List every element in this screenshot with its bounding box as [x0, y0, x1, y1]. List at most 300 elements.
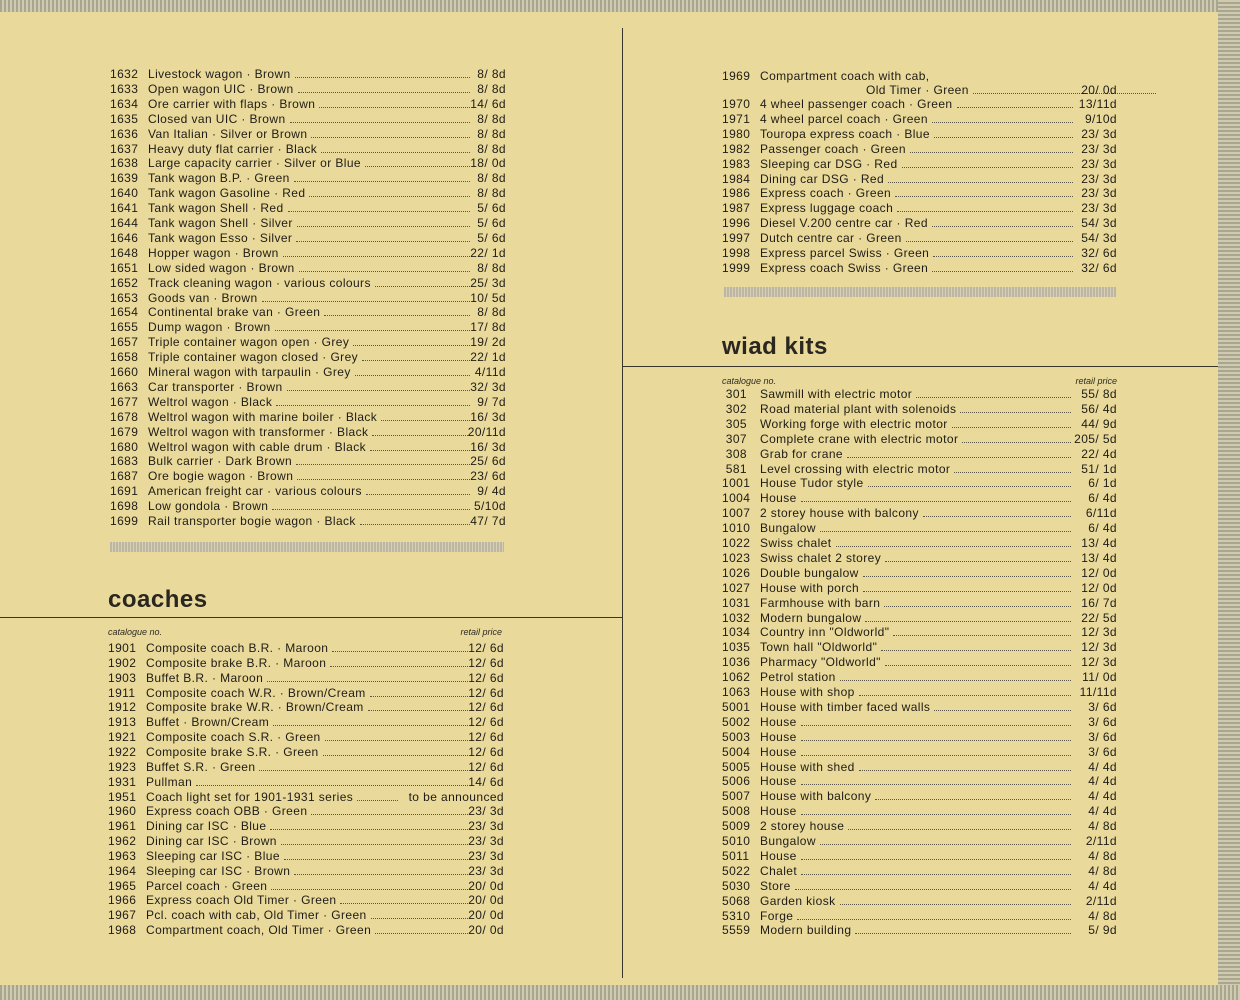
list-item [108, 804, 504, 819]
dot-leader [801, 784, 1071, 785]
list-item [722, 879, 1117, 894]
item-price: 4/ 8d [1088, 848, 1117, 863]
dot-leader [960, 412, 1071, 413]
dot-leader [932, 226, 1073, 227]
catalogue-number: 1983 [722, 156, 751, 171]
dot-leader [371, 918, 468, 919]
item-description: American freight car · various colours [148, 484, 362, 499]
item-price: 14/ 6d [468, 774, 504, 789]
dot-leader [952, 427, 1071, 428]
catalogue-number: 1969 [722, 69, 751, 83]
dot-leader [933, 256, 1073, 257]
item-price: 23/ 3d [468, 834, 504, 849]
list-item [110, 425, 506, 440]
item-price: 4/11d [474, 365, 506, 379]
list-item [722, 700, 1117, 715]
catalogue-number: 1911 [108, 685, 136, 700]
list-item [722, 715, 1117, 730]
item-price: 3/ 6d [1088, 729, 1117, 744]
catalogue-number: 1691 [110, 484, 139, 499]
item-description: Goods van · Brown [148, 290, 258, 305]
dot-leader [297, 479, 470, 480]
item-description: Bulk carrier · Dark Brown [148, 454, 293, 469]
coaches-rule [0, 617, 622, 618]
catalogue-number: 1987 [722, 201, 751, 216]
catalogue-number: 1902 [108, 655, 137, 670]
dot-leader [840, 680, 1071, 681]
dot-leader [340, 903, 468, 904]
item-price: 11/ 0d [1082, 670, 1117, 685]
item-price: 20/11d [467, 424, 506, 439]
item-description: Track cleaning wagon · various colours [148, 275, 371, 290]
catalogue-number: 1970 [722, 97, 751, 111]
item-description: Express parcel Swiss · Green [760, 246, 930, 260]
list-item [110, 201, 506, 216]
list-item [110, 142, 506, 157]
kits-price-header: retail price [1075, 376, 1117, 386]
item-description: Mineral wagon with tarpaulin · Grey [148, 365, 351, 379]
list-item [110, 365, 506, 380]
coaches-price-header: retail price [460, 627, 502, 637]
dot-leader [840, 904, 1072, 905]
list-item [722, 730, 1117, 745]
coaches-heading: coaches [108, 586, 208, 613]
item-description: Bungalow [760, 834, 816, 848]
dot-leader [868, 486, 1071, 487]
catalogue-number: 5009 [722, 819, 751, 834]
catalogue-number: 1963 [108, 848, 137, 863]
item-description: Buffet B.R. · Maroon [146, 670, 264, 685]
dot-leader [957, 107, 1073, 108]
catalogue-number: 1036 [722, 655, 751, 670]
dot-leader [366, 494, 470, 495]
item-price: 3/ 6d [1088, 699, 1117, 714]
list-item [110, 454, 506, 469]
dot-leader [283, 256, 470, 257]
item-description: Forge [760, 908, 794, 923]
item-description: House with shop [760, 685, 855, 699]
item-description: Composite coach B.R. · Maroon [146, 641, 329, 655]
item-description: Weltrol wagon · Black [148, 394, 273, 409]
catalogue-number: 301 [725, 387, 747, 401]
item-price: 23/ 3d [1081, 141, 1117, 156]
item-description: Pcl. coach with cab, Old Timer · Green [146, 908, 367, 923]
item-price: 56/ 4d [1081, 401, 1117, 416]
item-price: 20/ 0d [468, 908, 504, 923]
list-item [722, 246, 1117, 261]
item-price: 8/ 8d [477, 67, 506, 81]
item-description: Compartment coach with cab, [760, 69, 930, 83]
list-item [722, 447, 1117, 462]
item-price: 16/ 3d [470, 439, 506, 454]
item-description: Garden kiosk [760, 893, 836, 908]
item-price: 12/ 6d [468, 744, 504, 759]
catalogue-number: 1961 [108, 819, 137, 834]
catalogue-number: 1007 [722, 506, 751, 521]
catalogue-number: 1653 [110, 290, 139, 305]
list-item [722, 834, 1117, 849]
list-item [722, 172, 1117, 187]
dot-leader [801, 874, 1071, 875]
catalogue-number: 302 [725, 401, 747, 416]
item-price: 22/ 5d [1081, 610, 1117, 625]
list-item [110, 514, 506, 529]
list-item [722, 789, 1117, 804]
catalogue-number: 1657 [110, 335, 139, 350]
catalogue-number: 1646 [110, 230, 139, 245]
list-item [110, 246, 506, 261]
item-description: Heavy duty flat carrier · Black [148, 141, 318, 156]
list-item [722, 462, 1117, 477]
dot-leader [801, 501, 1071, 502]
item-price: 8/ 8d [477, 305, 506, 320]
catalogue-number: 1966 [108, 893, 137, 908]
item-price: 12/ 0d [1081, 565, 1117, 580]
catalogue-number: 1004 [722, 491, 751, 506]
catalogue-number: 1010 [722, 521, 751, 536]
dot-leader [297, 226, 470, 227]
dot-leader [323, 755, 468, 756]
item-price: 8/ 8d [477, 126, 506, 141]
catalogue-number: 1635 [110, 111, 139, 126]
dot-leader [884, 606, 1071, 607]
item-price: 12/ 3d [1081, 655, 1117, 670]
item-description: Road material plant with solenoids [760, 401, 957, 416]
item-price: 5/10d [473, 499, 506, 514]
item-price: 6/ 4d [1088, 491, 1117, 506]
item-description: House [760, 491, 797, 506]
page-edge-bottom [0, 985, 1240, 1000]
item-description: Old Timer · Green [866, 83, 969, 97]
item-price: 5/ 9d [1088, 923, 1117, 938]
item-description: House Tudor style [760, 476, 864, 491]
item-description: Store [760, 878, 791, 893]
catalogue-number: 1962 [108, 834, 137, 849]
item-description: House with balcony [760, 789, 872, 804]
item-price: 13/ 4d [1081, 536, 1117, 550]
dot-leader [934, 137, 1073, 138]
item-price: 11/11d [1079, 685, 1117, 699]
dot-leader [357, 800, 398, 801]
kits-heading: wiad kits [722, 333, 828, 360]
item-price: 12/ 3d [1081, 640, 1117, 655]
list-item [110, 276, 506, 291]
item-price: 16/ 7d [1081, 595, 1117, 610]
list-item [110, 335, 506, 350]
item-price: 47/ 7d [470, 514, 506, 528]
item-description: Tank wagon Shell · Red [148, 201, 284, 216]
item-description: Pharmacy "Oldworld" [760, 655, 881, 670]
list-item [108, 923, 504, 938]
catalogue-number: 581 [725, 461, 747, 476]
dot-leader [298, 92, 470, 93]
catalogue-number: 1032 [722, 610, 751, 625]
dot-leader [381, 420, 470, 421]
dot-leader [296, 464, 470, 465]
item-price: 23/ 6d [470, 469, 506, 484]
item-description: Sleeping car ISC · Brown [146, 863, 291, 878]
catalogue-number: 1651 [110, 260, 139, 275]
catalogue-number: 1698 [110, 499, 139, 514]
item-price: 12/ 6d [468, 670, 504, 685]
catalogue-number: 1663 [110, 379, 139, 394]
dot-leader [885, 665, 1071, 666]
catalogue-number: 1997 [722, 231, 751, 246]
list-item [110, 380, 506, 395]
catalogue-number: 1912 [108, 700, 137, 715]
catalogue-number: 1026 [722, 565, 751, 580]
dot-leader [299, 271, 470, 272]
item-price: 4/ 8d [1088, 908, 1117, 923]
item-price: 13/11d [1078, 97, 1117, 111]
item-price: 18/ 0d [470, 156, 506, 171]
dot-leader [290, 122, 470, 123]
dot-leader [855, 933, 1071, 934]
item-price: 22/ 1d [470, 245, 506, 260]
item-description: Town hall "Oldworld" [760, 640, 878, 655]
item-price: 51/ 1d [1081, 461, 1117, 476]
list-item [110, 410, 506, 425]
item-price: 23/ 3d [1081, 201, 1117, 216]
column-divider [622, 28, 623, 978]
list-item [110, 499, 506, 514]
list-item [722, 402, 1117, 417]
catalogue-number: 1921 [108, 730, 137, 745]
catalogue-number: 1903 [108, 670, 137, 685]
item-price: 23/ 3d [1081, 186, 1117, 201]
item-description: Chalet [760, 863, 798, 878]
item-description: Passenger coach · Green [760, 141, 906, 156]
item-price: 32/ 3d [470, 379, 506, 394]
list-item [722, 760, 1117, 775]
list-item [722, 745, 1117, 760]
dot-leader [262, 301, 470, 302]
catalogue-number: 1001 [722, 476, 751, 491]
list-item [110, 440, 506, 455]
catalogue-number: 5559 [722, 923, 751, 938]
list-item [110, 261, 506, 276]
item-description: Tank wagon Gasoline · Red [148, 186, 306, 201]
item-description: Large capacity carrier · Silver or Blue [148, 156, 362, 171]
item-description: Double bungalow [760, 565, 859, 580]
dot-leader [321, 152, 470, 153]
list-item [108, 641, 504, 656]
item-price: 54/ 3d [1081, 216, 1117, 231]
item-description: House [760, 744, 797, 759]
catalogue-number: 308 [725, 446, 747, 461]
dot-leader [820, 531, 1071, 532]
item-description: Buffet · Brown/Cream [146, 715, 270, 730]
dot-leader [801, 740, 1071, 741]
list-item [722, 83, 1117, 98]
list-item [108, 849, 504, 864]
list-item [108, 730, 504, 745]
list-item [722, 157, 1117, 172]
coaches-catalogue-header: catalogue no. [108, 627, 163, 637]
catalogue-number: 1641 [110, 201, 139, 216]
catalogue-number: 1031 [722, 595, 751, 610]
item-description: House with timber faced walls [760, 699, 931, 714]
list-item [110, 216, 506, 231]
item-price: 9/ 7d [477, 394, 506, 409]
dot-leader [916, 397, 1071, 398]
item-price: 12/ 6d [468, 641, 504, 655]
item-price: 5/ 6d [477, 230, 506, 245]
item-description: Low sided wagon · Brown [148, 260, 295, 275]
item-price: 12/ 6d [468, 730, 504, 745]
item-description: Composite coach S.R. · Green [146, 730, 321, 745]
item-description: Livestock wagon · Brown [148, 67, 291, 81]
list-item [108, 745, 504, 760]
item-description: Tank wagon B.P. · Green [148, 171, 290, 186]
item-description: Sleeping car ISC · Blue [146, 848, 280, 863]
list-item [722, 261, 1117, 276]
item-description: House [760, 774, 797, 789]
item-description: Coach light set for 1901-1931 series [146, 789, 354, 804]
dot-leader [362, 360, 470, 361]
item-description: Express coach OBB · Green [146, 804, 308, 819]
item-description: House [760, 804, 797, 819]
dot-leader [273, 725, 468, 726]
item-price: 20/ 0d [468, 893, 504, 908]
dot-leader [902, 167, 1073, 168]
item-price: 23/ 3d [1081, 171, 1117, 186]
item-description: Level crossing with electric motor [760, 461, 951, 476]
item-price: 4/ 8d [1088, 819, 1117, 834]
dot-leader [859, 695, 1071, 696]
item-price: 25/ 6d [470, 454, 506, 469]
list-item [108, 864, 504, 879]
list-item [722, 923, 1117, 938]
dot-leader [271, 889, 468, 890]
catalogue-number: 1982 [722, 141, 751, 156]
dot-leader [375, 286, 470, 287]
list-item [110, 67, 506, 82]
item-description: Buffet S.R. · Green [146, 759, 256, 774]
dot-leader [270, 829, 468, 830]
list-item [110, 305, 506, 320]
list-item [722, 581, 1117, 596]
dot-leader [325, 740, 468, 741]
list-item [722, 387, 1117, 402]
dot-leader [368, 710, 468, 711]
catalogue-number: 1680 [110, 439, 139, 454]
item-description: Sleeping car DSG · Red [760, 156, 898, 171]
item-description: Modern building [760, 923, 852, 938]
item-description: Country inn "Oldworld" [760, 625, 890, 640]
item-description: Tank wagon Esso · Silver [148, 230, 293, 245]
item-description: 4 wheel passenger coach · Green [760, 97, 953, 111]
list-item [722, 774, 1117, 789]
item-description: Tank wagon Shell · Silver [148, 216, 293, 230]
list-item [108, 715, 504, 730]
catalogue-number: 1062 [722, 670, 751, 685]
item-description: Continental brake van · Green [148, 305, 321, 320]
list-item [108, 700, 504, 715]
catalogue-number: 1654 [110, 305, 139, 320]
item-price: 6/11d [1085, 506, 1117, 521]
item-description: Swiss chalet 2 storey [760, 550, 882, 565]
item-price: 205/ 5d [1074, 431, 1117, 446]
item-description: Ore carrier with flaps · Brown [148, 96, 316, 111]
dot-leader [836, 546, 1072, 547]
page-edge-top [0, 0, 1240, 12]
catalogue-number: 1637 [110, 141, 139, 156]
catalogue-number: 5006 [722, 774, 751, 789]
item-description: 2 storey house [760, 819, 845, 834]
dot-leader [372, 435, 470, 436]
section-separator [724, 287, 1116, 297]
dot-leader [973, 93, 1156, 94]
list-item [722, 611, 1117, 626]
item-description: Low gondola · Brown [148, 499, 269, 514]
catalogue-number: 1633 [110, 81, 139, 96]
item-description: Swiss chalet [760, 536, 832, 550]
item-description: Express coach · Green [760, 186, 892, 201]
dot-leader [897, 211, 1073, 212]
catalogue-number: 1023 [722, 550, 751, 565]
dot-leader [801, 814, 1071, 815]
kits-catalogue-header: catalogue no. [722, 376, 777, 386]
dot-leader [288, 211, 470, 212]
item-description: Touropa express coach · Blue [760, 126, 930, 141]
dot-leader [932, 122, 1073, 123]
dot-leader [309, 196, 470, 197]
list-item [722, 596, 1117, 611]
list-item [722, 566, 1117, 581]
list-item [722, 849, 1117, 864]
list-item [722, 231, 1117, 246]
item-price: 25/ 3d [470, 275, 506, 290]
catalogue-number: 1687 [110, 469, 139, 484]
item-price: 3/ 6d [1088, 714, 1117, 729]
item-description: 4 wheel parcel coach · Green [760, 111, 928, 126]
catalogue-number: 1984 [722, 171, 751, 186]
item-price: 17/ 8d [470, 320, 506, 335]
catalogue-number: 5008 [722, 804, 751, 819]
dot-leader [895, 196, 1073, 197]
item-description: Ore bogie wagon · Brown [148, 469, 294, 484]
list-item [108, 671, 504, 686]
item-price: 32/ 6d [1081, 246, 1117, 260]
catalogue-number: 1063 [722, 685, 751, 699]
dot-leader [797, 919, 1071, 920]
list-item [722, 112, 1117, 127]
list-item [722, 186, 1117, 201]
list-item [110, 97, 506, 112]
item-price: 20/ 0d [468, 923, 504, 938]
catalogue-number: 1640 [110, 186, 139, 201]
dot-leader [885, 561, 1071, 562]
list-item [722, 69, 1117, 84]
item-price: 9/ 4d [477, 484, 506, 499]
item-description: Petrol station [760, 670, 836, 685]
dot-leader [259, 770, 468, 771]
list-item [110, 469, 506, 484]
dot-leader [801, 725, 1071, 726]
item-description: Composite coach W.R. · Brown/Cream [146, 685, 366, 700]
item-description: House with porch [760, 580, 860, 595]
item-description: House [760, 729, 797, 744]
catalogue-number: 307 [725, 431, 747, 446]
item-description: Express coach Old Timer · Green [146, 893, 337, 908]
item-price: 23/ 3d [468, 804, 504, 819]
item-description: Dutch centre car · Green [760, 231, 902, 246]
dot-leader [906, 241, 1073, 242]
catalogue-number: 1964 [108, 863, 137, 878]
dot-leader [962, 442, 1071, 443]
list-item [722, 894, 1117, 909]
